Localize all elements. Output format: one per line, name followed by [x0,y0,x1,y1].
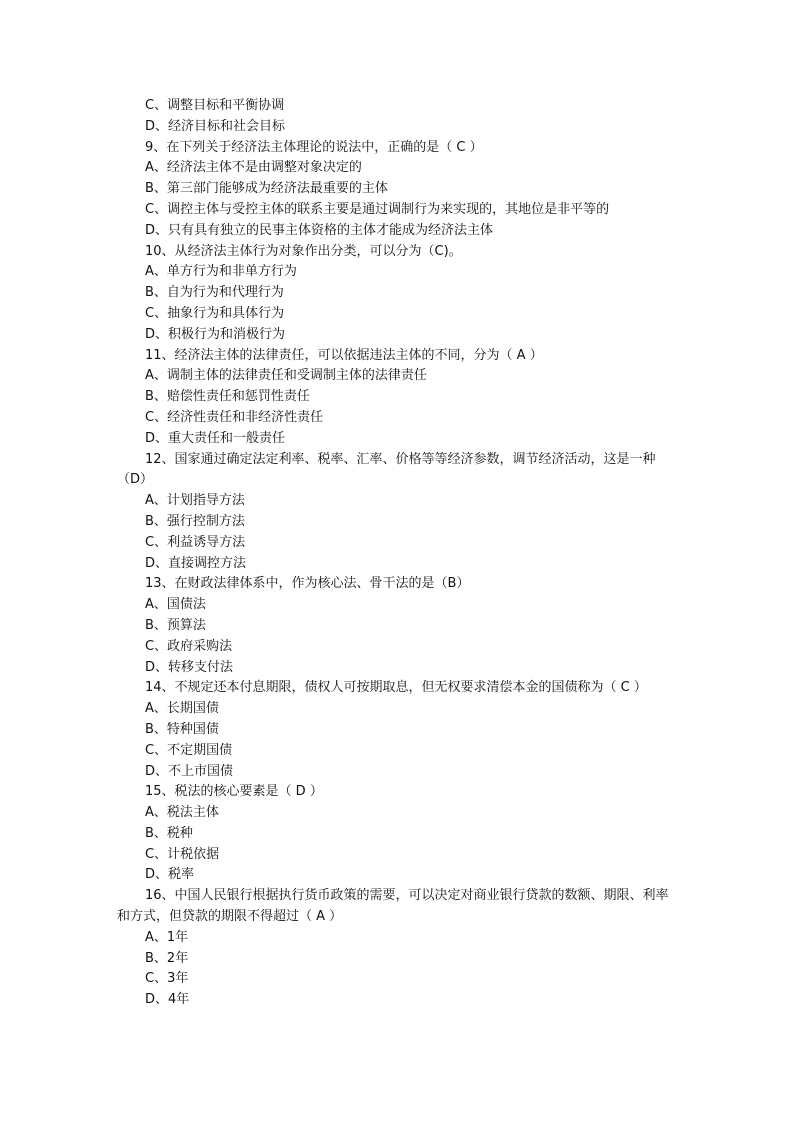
option-line: B、预算法 [145,617,206,633]
option-line: A、计划指导方法 [145,493,245,509]
option-line: D、转移支付法 [145,659,234,675]
option-line: B、强行控制方法 [145,513,245,529]
option-line: B、自为行为和代理行为 [145,285,284,301]
question-11: 11、经济法主体的法律责任，可以依据违法主体的不同，分为（ A ） [145,347,543,363]
question-15: 15、税法的核心要素是（ D ） [145,784,323,800]
option-line: B、特种国债 [145,721,219,737]
question-16: 16、中国人民银行根据执行货币政策的需要，可以决定对商业银行贷款的数额、期限、利率和方式，但贷款的期限不得超过（ A ） [117,888,669,925]
option-line: C、调整目标和平衡协调 [145,98,285,113]
option-line: B、第三部门能够成为经济法最重要的主体 [145,181,388,197]
option-line: C、计税依据 [145,846,220,862]
option-line: C、抽象行为和具体行为 [145,305,285,321]
option-line: D、税率 [145,867,195,883]
option-line: D、积极行为和消极行为 [145,326,286,342]
option-line: D、4年 [145,992,190,1008]
question-12: 12、国家通过确定法定利率、税率、汇率、价格等等经济参数，调节经济活动，这是一种（D） [117,451,656,488]
option-line: C、利益诱导方法 [145,534,246,550]
question-10: 10、从经济法主体行为对象作出分类，可以分为（C)。 [145,243,462,259]
option-line: D、经济目标和社会目标 [145,118,286,134]
question-9: 9、在下列关于经济法主体理论的说法中，正确的是（ C ） [145,139,483,155]
option-line: A、国债法 [145,597,206,613]
option-line: C、3年 [145,971,189,987]
option-line: A、调制主体的法律责任和受调制主体的法律责任 [145,368,427,384]
option-line: B、税种 [145,825,193,841]
option-line: C、调控主体与受控主体的联系主要是通过调制行为来实现的，其地位是非平等的 [145,201,610,217]
option-line: D、不上市国债 [145,763,234,779]
option-line: D、直接调控方法 [145,555,247,571]
option-line: C、经济性责任和非经济性责任 [145,409,324,425]
option-line: C、不定期国债 [145,742,233,758]
option-line: A、经济法主体不是由调整对象决定的 [145,160,362,176]
option-line: C、政府采购法 [145,638,233,654]
option-line: D、只有具有独立的民事主体资格的主体才能成为经济法主体 [145,222,494,238]
option-line: B、2年 [145,950,189,966]
option-line: B、赔偿性责任和惩罚性责任 [145,389,310,405]
option-line: A、单方行为和非单方行为 [145,264,297,280]
question-14: 14、不规定还本付息期限，债权人可按期取息，但无权要求清偿本金的国债称为（ C ） [145,680,647,696]
question-13: 13、在财政法律体系中，作为核心法、骨干法的是（B） [145,576,470,592]
option-line: A、税法主体 [145,805,219,821]
document-body [117,96,679,1011]
option-line: A、长期国债 [145,701,219,717]
option-line: D、重大责任和一般责任 [145,430,286,446]
option-line: A、1年 [145,929,189,945]
